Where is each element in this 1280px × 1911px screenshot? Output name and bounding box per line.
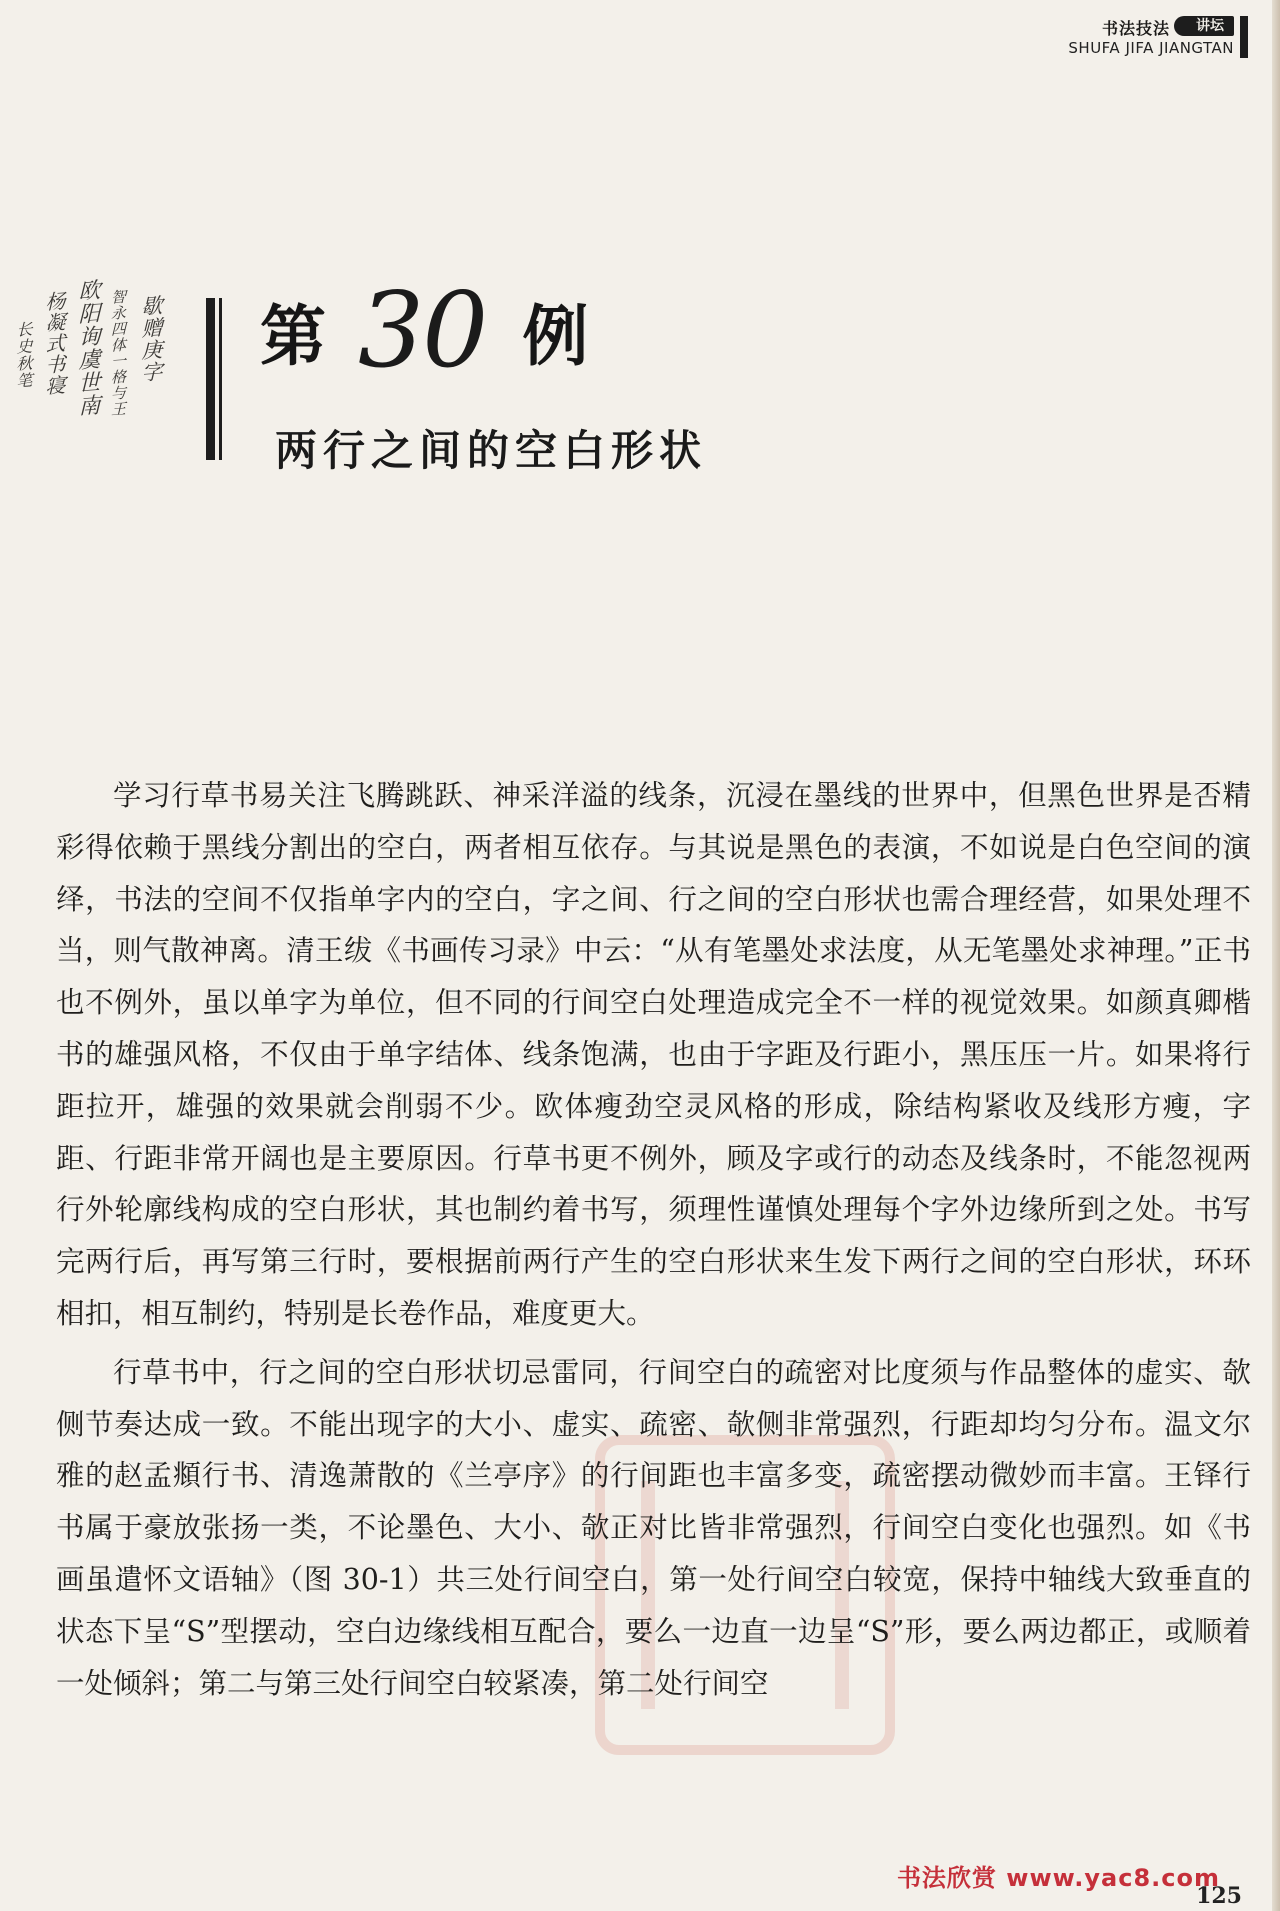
title-bar [206, 298, 215, 460]
header-tag: 讲坛 [1174, 16, 1234, 36]
body-text [56, 770, 1251, 1716]
paragraph: 学习行草书易关注飞腾跳跃、神采洋溢的线条，沉浸在墨线的世界中，但黑色世界是否精彩得依赖于黑线分割出的空白，两者相互依存。与其说是黑色的表演，不如说是白色空间的演绎，书法的空间不仅指单字内的空白，字之间、行之间的空白形状也需合理经营，如果处理不当，则气散神离。清王绂《书画传习录》中云：“从有笔墨处求法度，从无笔墨处求神理。”正书也不例外，虽以单字为单位，但不同的行间空白处理造成完全不一样的视觉效果。如颜真卿楷书的雄强风格，不仅由于单字结体、线条饱满，也由于字距及行距小，黑压压一片。如果将行距拉开，雄强的效果就会削弱不少。欧体瘦劲空灵风格的形成，除结构紧收及线形方瘦，字距、行距非常开阔也是主要原因。行草书更不例外，顾及字或行的动态及线条时，不能忽视两行外轮廓线构成的空白形状，其也制约着书写，须理性谨慎处理每个字外边缘所到之处。书写完两行后，再写第三行时，要根据前两行产生的空白形状来生发下两行之间的空白形状，环环相扣，相互制约，特别是长卷作品，难度更大。 [56, 779, 1251, 1330]
inscription-column: 长史秋笔 [14, 320, 33, 390]
calligraphy-inscription [8, 278, 178, 475]
chapter-suffix: 例 [522, 296, 589, 375]
inscription-column: 杨凝式书寝 [42, 290, 66, 397]
header-subtitle-en: SHUFA JIFA JIANGTAN [1068, 39, 1234, 57]
site-watermark: 书法欣赏 www.yac8.com [896, 1864, 1220, 1892]
chapter-prefix: 第 [260, 296, 326, 375]
page-edge [1272, 0, 1280, 1911]
page-number: 125 [1196, 1883, 1242, 1909]
inscription-column: 欧阳询虞世南 [75, 278, 100, 418]
paragraph: 行草书中，行之间的空白形状切忌雷同，行间空白的疏密对比度须与作品整体的虚实、欹侧节奏达成一致。不能出现字的大小、虚实、疏密、欹侧非常强烈，行距却均匀分布。温文尔雅的赵孟頫行书、清逸萧散的《兰亭序》的行间距也丰富多变，疏密摆动微妙而丰富。王铎行书属于豪放张扬一类，不论墨色、大小、欹正对比皆非常强烈，行间空白变化也强烈。如《书画虽遣怀文语轴》（图 30-1）共三处行间空白，第一处行间空白较宽，保持中轴线大致垂直的状态下呈“S”型摆动，空白边缘线相互配合，要么一边直一边呈“S”形，要么两边都正，或顺着一处倾斜；第二与第三处行间空白较紧凑，第二处行间空 [56, 1355, 1251, 1700]
chapter-title [260, 269, 589, 391]
header-title: 书法技法 [1101, 19, 1170, 38]
title-bar-thin [219, 298, 222, 460]
inscription-column: 智永四体一格与王 [109, 288, 127, 418]
running-header [988, 16, 1248, 60]
header-rule [1240, 16, 1248, 58]
inscription-column: 歇赠庚字 [139, 294, 163, 384]
chapter-number: 30 [358, 269, 487, 391]
chapter-subtitle: 两行之间的空白形状 [275, 426, 708, 475]
